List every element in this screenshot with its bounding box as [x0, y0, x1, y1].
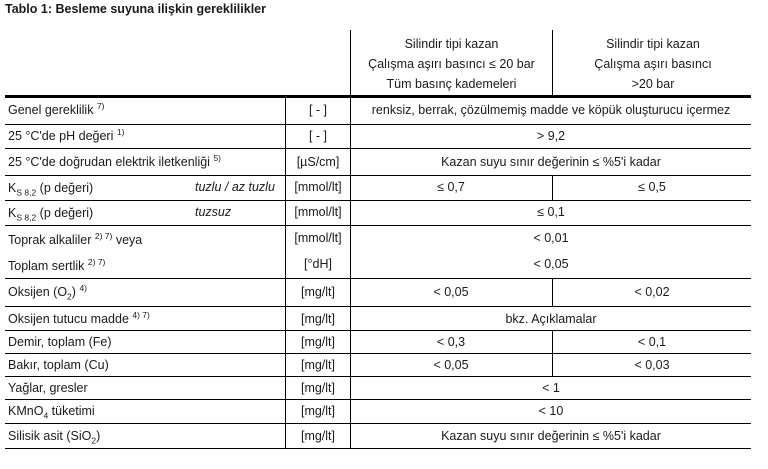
row-earth-alkali-unit: [mmol/lt] [294, 231, 342, 245]
row-ks-salty-qualifier: tuzlu / az tuzlu [195, 180, 275, 194]
row-copper-value-low: < 0,05 [433, 358, 469, 372]
row-oils-unit: [mg/lt] [300, 381, 336, 395]
row-oxygen-scavenger-value: bkz. Açıklamalar [505, 312, 597, 326]
row-conductivity-label: 25 °C'de doğrudan elektrik iletkenliği $^{5)}$ [8, 152, 221, 169]
row-earth-alkali-label: Toprak alkaliler $^{2) 7)}$ veya [8, 230, 143, 247]
row-total-hardness-unit: [°dH] [304, 257, 332, 271]
row-copper-unit: [mg/lt] [300, 358, 336, 372]
row-ks-saltless-unit: [mmol/lt] [294, 205, 342, 219]
row-kmno4-value: < 10 [538, 404, 564, 418]
row-iron-unit: [mg/lt] [300, 335, 336, 349]
row-ks-saltless-label: $K_{S 8,2}$ (p değeri) [8, 206, 94, 223]
row-oxygen-value-low: < 0,05 [433, 285, 469, 299]
row-ks-salty-unit: [mmol/lt] [294, 180, 342, 194]
row-ph-unit: [ - ] [308, 129, 328, 143]
row-earth-alkali-value: < 0,01 [533, 231, 569, 245]
row-oxygen-value-high: < 0,02 [634, 285, 670, 299]
row-silicic-acid-value: Kazan suyu sınır değerinin ≤ %5'i kadar [441, 429, 661, 443]
row-copper-value-high: < 0,03 [634, 358, 670, 372]
row-oils-value: < 1 [542, 381, 560, 395]
row-total-hardness-label: Toplam sertlik $^{2) 7)}$ [8, 256, 106, 273]
row-general-requirement-unit: [ - ] [308, 103, 328, 117]
row-iron-label: Demir, toplam (Fe) [8, 335, 112, 349]
row-silicic-acid-unit: [mg/lt] [300, 429, 336, 443]
row-iron-value-high: < 0,1 [637, 335, 667, 349]
row-oxygen-scavenger-unit: [mg/lt] [300, 312, 336, 326]
row-silicic-acid-label: Silisik asit (SiO$_2$) [8, 429, 101, 446]
row-oxygen-label: Oksijen $(O_2)$ $^{4)}$ [8, 282, 87, 302]
row-general-requirement-label: Genel gereklilik $^{7)}$ [8, 100, 105, 117]
row-ks-salty-value-low: ≤ 0,7 [437, 180, 465, 194]
row-ks-salty-value-high: ≤ 0,5 [638, 180, 666, 194]
row-ks-saltless-value: ≤ 0,1 [537, 205, 565, 219]
row-total-hardness-value: < 0,05 [533, 257, 569, 271]
header-col-high-pressure: Silindir tipi kazan Çalışma aşırı basıncı >20 bar [594, 37, 712, 91]
row-conductivity-unit: [µS/cm] [296, 155, 340, 169]
row-iron-value-low: < 0,3 [436, 335, 466, 349]
table-title: Tablo 1: Besleme suyuna ilişkin gereklilikler [5, 2, 266, 16]
row-ks-salty-label: $K_{S 8,2}$ (p değeri) [8, 181, 94, 198]
row-kmno4-label: KMnO$_4$ tüketimi [8, 404, 95, 421]
row-oils-label: Yağlar, gresler [8, 381, 88, 395]
row-oxygen-unit: [mg/lt] [300, 285, 336, 299]
row-ph-label: 25 °C'de pH değeri $^{1)}$ [8, 126, 125, 143]
row-ph-value: > 9,2 [536, 129, 566, 143]
row-general-requirement-value: renksiz, berrak, çözülmemiş madde ve köpük oluşturucu içermez [371, 103, 731, 117]
row-conductivity-value: Kazan suyu sınır değerinin ≤ %5'i kadar [441, 155, 661, 169]
row-oxygen-scavenger-label: Oksijen tutucu madde $^{4) 7)}$ [8, 309, 150, 326]
row-kmno4-unit: [mg/lt] [300, 404, 336, 418]
row-ks-saltless-qualifier: tuzsuz [195, 205, 232, 219]
header-col-low-pressure: Silindir tipi kazan Çalışma aşırı basıncı ≤ 20 bar Tüm basınç kademeleri [368, 37, 535, 91]
row-copper-label: Bakır, toplam (Cu) [8, 358, 109, 372]
